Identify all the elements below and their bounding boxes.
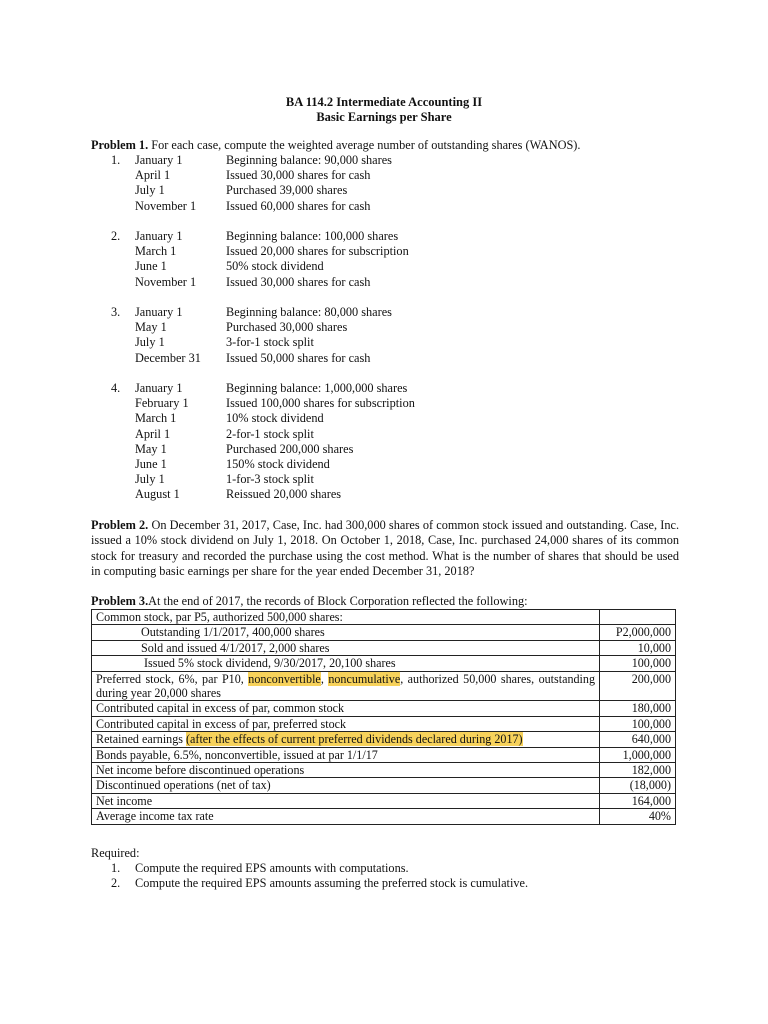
table-cell-label: Sold and issued 4/1/2017, 2,000 shares [92, 640, 600, 655]
highlight-noncumulative: noncumulative [328, 671, 401, 686]
table-cell-label: Net income [92, 793, 600, 808]
table-cell-amount: 100,000 [600, 656, 676, 671]
problem-2-label: Problem 2. [91, 518, 149, 532]
case-event: 3-for-1 stock split [226, 335, 314, 350]
table-row [92, 640, 676, 655]
table-row [92, 716, 676, 731]
table-row [92, 778, 676, 793]
table-cell-amount: 100,000 [600, 716, 676, 731]
case-date: January 1 [135, 229, 183, 243]
table-cell-amount: 182,000 [600, 763, 676, 778]
case-date: January 1 [135, 305, 183, 319]
case-event: 150% stock dividend [226, 456, 330, 471]
case-event: 2-for-1 stock split [226, 426, 314, 441]
table-row [92, 671, 676, 701]
case-event: Issued 30,000 shares for cash [226, 168, 371, 183]
table-row [92, 763, 676, 778]
problem-3-label: Problem 3. [91, 594, 149, 608]
case-date: April 1 [135, 168, 171, 183]
table-row [92, 747, 676, 762]
case-event: Purchased 39,000 shares [226, 183, 348, 198]
table-row [92, 656, 676, 671]
case-event: Issued 20,000 shares for subscription [226, 244, 409, 259]
case-date: July 1 [135, 183, 165, 198]
problem-3-text: At the end of 2017, the records of Block Corporation reflected the following: [148, 594, 528, 608]
list-item [91, 876, 529, 891]
case-event: Issued 100,000 shares for subscription [226, 396, 415, 411]
case-date: May 1 [135, 441, 167, 456]
table-cell-amount: 640,000 [600, 732, 676, 747]
case-event: Purchased 30,000 shares [226, 320, 348, 335]
problem-1-text: For each case, compute the weighted average number of outstanding shares (WANOS). [151, 138, 581, 152]
table-row [92, 610, 676, 625]
case-event: Issued 30,000 shares for cash [226, 274, 371, 289]
case-date: November 1 [135, 274, 197, 289]
table-cell-label: Common stock, par P5, authorized 500,000 shares: [92, 610, 600, 625]
case-event: 10% stock dividend [226, 411, 324, 426]
case-number: 1. [111, 153, 121, 167]
case-date: June 1 [135, 259, 167, 274]
case-event: Purchased 200,000 shares [226, 441, 354, 456]
table-cell-amount: 10,000 [600, 640, 676, 655]
case-date: July 1 [135, 472, 165, 487]
case-date: January 1 [135, 153, 183, 167]
table-row [92, 625, 676, 640]
preferred-text-post: , authorized 50,000 shares, outstanding during year 20,000 shares [96, 671, 596, 701]
table-cell-label [92, 671, 600, 701]
case-date: December 31 [135, 350, 201, 365]
case-date: November 1 [135, 198, 197, 213]
case-date: January 1 [135, 381, 183, 395]
problem-2-statement [91, 518, 679, 579]
table-cell-amount: 164,000 [600, 793, 676, 808]
topic-title: Basic Earnings per Share [316, 110, 452, 124]
case-event: Reissued 20,000 shares [226, 487, 342, 502]
case-event: Issued 60,000 shares for cash [226, 198, 371, 213]
table-cell-amount: P2,000,000 [600, 625, 676, 640]
table-cell-amount: 1,000,000 [600, 747, 676, 762]
table-cell-label: Net income before discontinued operations [92, 763, 600, 778]
case-date: March 1 [135, 411, 177, 426]
case-number: 2. [111, 229, 121, 243]
case-number: 3. [111, 305, 121, 319]
table-cell-amount: 40% [600, 809, 676, 824]
problem-2-text: On December 31, 2017, Case, Inc. had 300,000 shares of common stock issued and outstanding. Case, Inc. issued a 10% stock dividend on July 1, 2018. On October 1, 2018, Case, Inc. purchased 24,000 shares of its common stock for treasury and recorded the purchase using the cost method. What is the number of shares that should be used in computing basic earnings per share for the year ended December 31, 2018? [91, 518, 680, 578]
problem-1-label: Problem 1. [91, 138, 149, 152]
problem-3-statement [91, 594, 679, 609]
case-event: Beginning balance: 1,000,000 shares [226, 381, 408, 395]
required-item-number: 1. [111, 861, 121, 876]
preferred-text-sep: , [320, 671, 324, 686]
table-cell-amount [600, 610, 676, 625]
table-cell-label: Outstanding 1/1/2017, 400,000 shares [92, 625, 600, 640]
table-cell-label: Discontinued operations (net of tax) [92, 778, 600, 793]
list-item [91, 861, 409, 876]
table-row [92, 701, 676, 716]
case-event: Beginning balance: 80,000 shares [226, 305, 392, 319]
required-section [91, 846, 529, 892]
required-item-text: Compute the required EPS amounts with computations. [135, 861, 409, 876]
required-label: Required: [91, 846, 140, 860]
table-cell-label: Contributed capital in excess of par, common stock [92, 701, 600, 716]
case-date: February 1 [135, 396, 189, 411]
retained-earnings-label: Retained earnings [96, 732, 183, 747]
case-event: Beginning balance: 100,000 shares [226, 229, 399, 243]
case-event: Issued 50,000 shares for cash [226, 350, 371, 365]
table-cell-label: Bonds payable, 6.5%, nonconvertible, issued at par 1/1/17 [92, 747, 600, 762]
preferred-text-pre: Preferred stock, 6%, par P10, [96, 671, 244, 686]
highlight-nonconvertible: nonconvertible [248, 671, 321, 686]
case-event: 1-for-3 stock split [226, 472, 314, 487]
required-item-number: 2. [111, 876, 121, 891]
table-row [92, 809, 676, 824]
problem-1-statement [91, 138, 679, 153]
case-event: Beginning balance: 90,000 shares [226, 153, 392, 167]
case-date: March 1 [135, 244, 177, 259]
case-date: June 1 [135, 456, 167, 471]
course-title: BA 114.2 Intermediate Accounting II [285, 95, 483, 109]
table-cell-label [92, 732, 600, 747]
case-number: 4. [111, 381, 121, 395]
table-cell-label: Average income tax rate [92, 809, 600, 824]
table-row [92, 793, 676, 808]
case-date: May 1 [135, 320, 167, 335]
case-event: 50% stock dividend [226, 259, 324, 274]
table-cell-amount: (18,000) [600, 778, 676, 793]
block-corporation-table [91, 609, 676, 825]
case-date: April 1 [135, 426, 171, 441]
case-date: July 1 [135, 335, 165, 350]
case-date: August 1 [135, 487, 180, 502]
table-cell-amount: 180,000 [600, 701, 676, 716]
table-cell-amount: 200,000 [600, 671, 676, 701]
highlight-retained-note: (after the effects of current preferred dividends declared during 2017) [186, 732, 523, 747]
required-item-text: Compute the required EPS amounts assuming the preferred stock is cumulative. [135, 876, 529, 891]
table-cell-label: Contributed capital in excess of par, preferred stock [92, 716, 600, 731]
table-cell-label: Issued 5% stock dividend, 9/30/2017, 20,100 shares [92, 656, 600, 671]
table-row [92, 732, 676, 747]
